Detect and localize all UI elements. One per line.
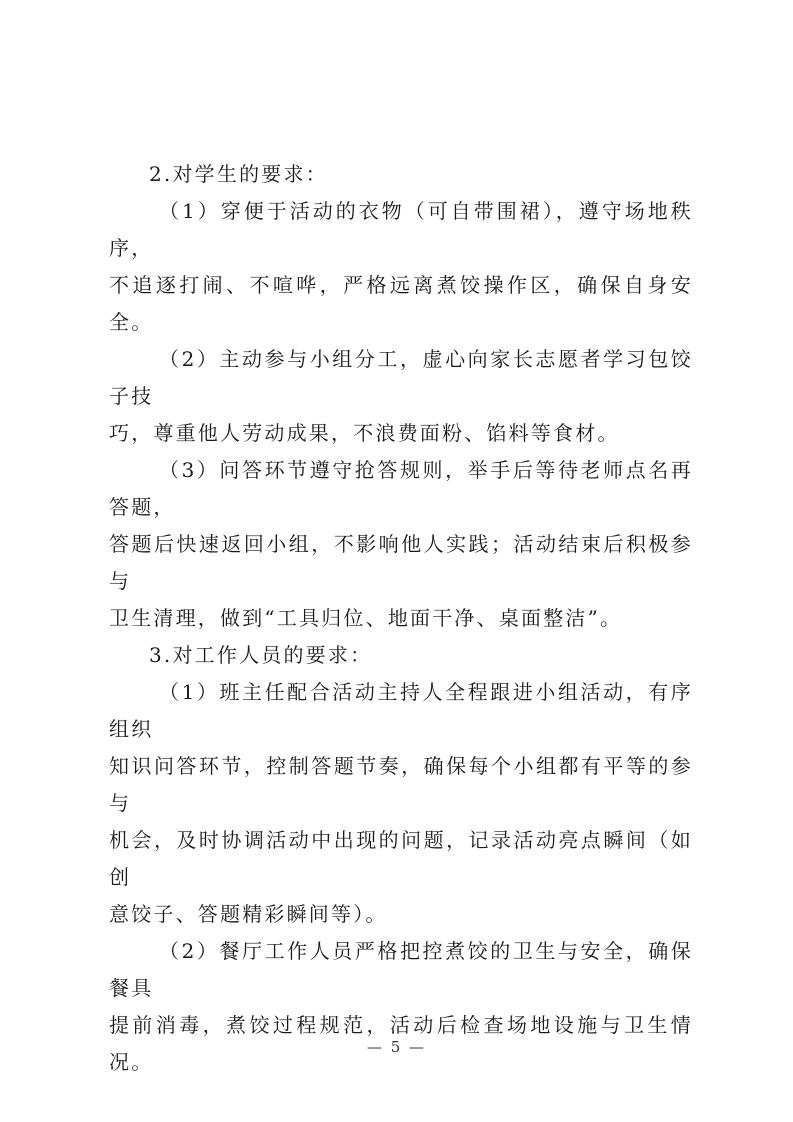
paragraph-line: （2）餐厅工作人员严格把控煮饺的卫生与安全，确保餐具: [109, 939, 693, 1000]
section-heading-student-requirements: 2.对学生的要求：: [149, 162, 328, 186]
paragraph-line: （1）班主任配合活动主持人全程跟进小组活动，有序组织: [109, 680, 693, 741]
paragraph-line: 答题后快速返回小组，不影响他人实践；活动结束后积极参与: [109, 532, 693, 593]
paragraph-line: 意饺子、答题精彩瞬间等）。: [109, 902, 388, 926]
paragraph-line: 巧，尊重他人劳动成果，不浪费面粉、馅料等食材。: [109, 421, 620, 445]
paragraph-line: 卫生清理，做到“工具归位、地面干净、桌面整洁”。: [109, 606, 623, 630]
paragraph-line: （1）穿便于活动的衣物（可自带围裙），遵守场地秩序，: [109, 199, 693, 260]
paragraph-line: 机会，及时协调活动中出现的问题，记录活动亮点瞬间（如创: [109, 828, 693, 889]
page-number: — 5 —: [366, 1038, 427, 1056]
paragraph-line: 提前消毒，煮饺过程规范，活动后检查场地设施与卫生情况。: [109, 1013, 693, 1074]
paragraph-line: （3）问答环节遵守抢答规则，举手后等待老师点名再答题，: [109, 458, 693, 519]
paragraph-staff-1: [109, 674, 693, 933]
section-heading-staff-requirements: 3.对工作人员的要求：: [149, 643, 373, 667]
document-body: [109, 156, 693, 1081]
paragraph-student-3: [109, 452, 693, 637]
paragraph-line: （2）主动参与小组分工，虚心向家长志愿者学习包饺子技: [109, 347, 693, 408]
paragraph-staff-2: [109, 933, 693, 1081]
paragraph-student-2: [109, 341, 693, 452]
paragraph-line: 不追逐打闹、不喧哗，严格远离煮饺操作区，确保自身安全。: [109, 273, 693, 334]
paragraph-student-1: [109, 193, 693, 341]
paragraph-line: 知识问答环节，控制答题节奏，确保每个小组都有平等的参与: [109, 754, 693, 815]
